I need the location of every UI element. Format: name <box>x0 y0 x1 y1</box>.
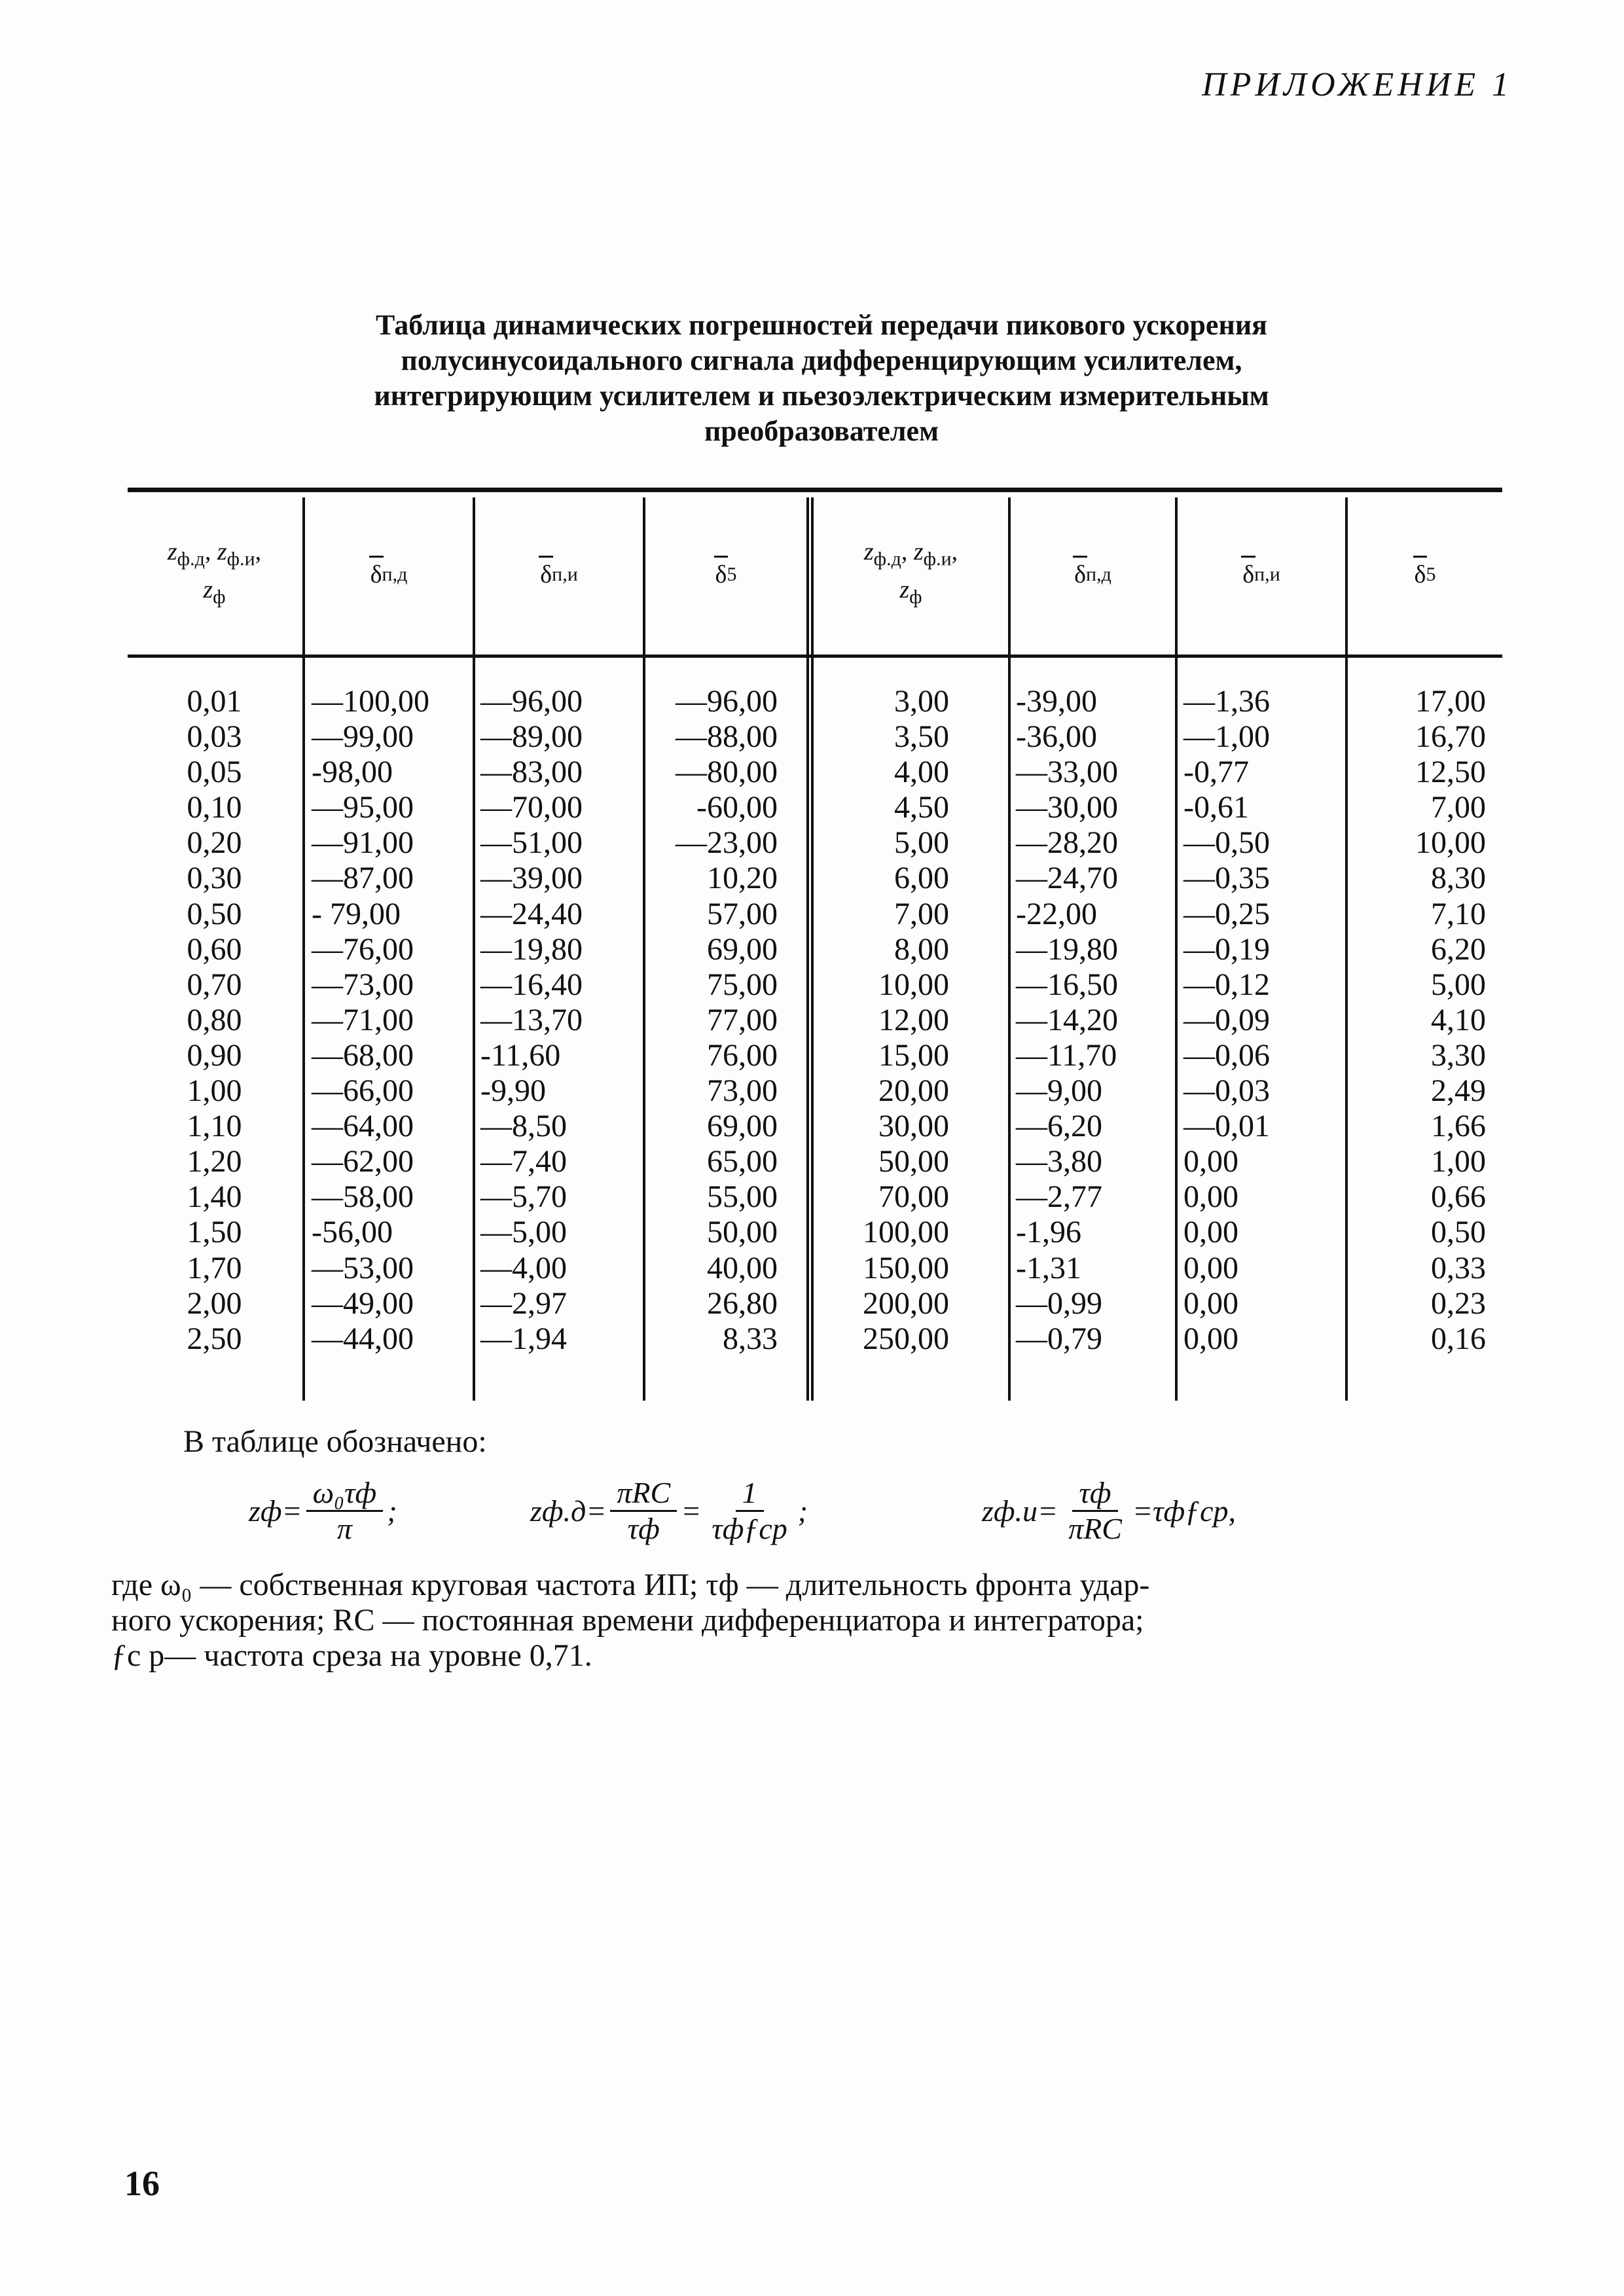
table-cell: —88,00 <box>676 719 778 755</box>
table-cell: —53,00 <box>312 1250 414 1285</box>
legend-note <box>111 1568 1506 1674</box>
table-cell: —58,00 <box>312 1179 414 1215</box>
table-top-rule <box>128 488 1502 492</box>
table-cell: 1,20 <box>187 1144 242 1179</box>
table-cell: 20,00 <box>878 1073 949 1109</box>
table-cell: 0,01 <box>187 684 242 719</box>
table-cell: —76,00 <box>312 931 414 967</box>
header-delta-5-right: δ 5 <box>1348 497 1502 651</box>
table-cell: —100,00 <box>312 684 429 719</box>
table-cell: 76,00 <box>707 1037 778 1073</box>
note-line: где ω₀ — собственная круговая частота ИП; τф — длительность фронта удар- <box>111 1568 1150 1602</box>
table-cell: —5,70 <box>480 1179 567 1215</box>
table-cell: 1,10 <box>187 1109 242 1144</box>
table-cell: —71,00 <box>312 1002 414 1037</box>
table-cell: 15,00 <box>878 1037 949 1073</box>
title-line: полусинусоидального сигнала дифференцирующим усилителем, <box>401 344 1242 376</box>
table-cell: 0,05 <box>187 755 242 790</box>
table-cell: -11,60 <box>480 1037 561 1073</box>
table-cell: -22,00 <box>1016 896 1097 931</box>
table-cell: 1,70 <box>187 1250 242 1285</box>
table-cell: —4,00 <box>480 1250 567 1285</box>
table-cell: 50,00 <box>878 1144 949 1179</box>
column-delta-pi-left <box>480 684 641 1357</box>
table-cell: —7,40 <box>480 1144 567 1179</box>
table-cell: 4,00 <box>894 755 949 790</box>
table-cell: 2,49 <box>1431 1073 1486 1109</box>
title-line: преобразователем <box>704 415 939 447</box>
table-cell: 0,80 <box>187 1002 242 1037</box>
column-delta-pd-right <box>1016 684 1173 1357</box>
table-cell: —1,36 <box>1183 684 1270 719</box>
table-cell: 8,30 <box>1431 861 1486 896</box>
table-cell: —0,35 <box>1183 861 1270 896</box>
title-line: интегрирующим усилителем и пьезоэлектрическим измерительным <box>374 380 1269 412</box>
table-cell: —64,00 <box>312 1109 414 1144</box>
table-cell: 250,00 <box>863 1321 949 1356</box>
table-cell: —73,00 <box>312 967 414 1002</box>
table-cell: —16,50 <box>1016 967 1118 1002</box>
center-double-divider <box>806 497 814 1401</box>
table-cell: —62,00 <box>312 1144 414 1179</box>
table-cell: 26,80 <box>707 1285 778 1321</box>
table-cell: 73,00 <box>707 1073 778 1109</box>
table-cell: -1,96 <box>1016 1215 1081 1250</box>
table-title <box>216 308 1427 449</box>
table-cell: -60,00 <box>696 790 778 825</box>
table-cell: 55,00 <box>707 1179 778 1215</box>
table-cell: 69,00 <box>707 931 778 967</box>
table-cell: 100,00 <box>863 1215 949 1250</box>
table-cell: 57,00 <box>707 896 778 931</box>
column-z-right <box>818 684 949 1357</box>
table-cell: 0,10 <box>187 790 242 825</box>
table-cell: —0,50 <box>1183 825 1270 861</box>
table-cell: —28,20 <box>1016 825 1118 861</box>
table-cell: -1,31 <box>1016 1250 1081 1285</box>
table-cell: 0,30 <box>187 861 242 896</box>
table-cell: 4,50 <box>894 790 949 825</box>
table-cell: —24,40 <box>480 896 583 931</box>
table-cell: —0,12 <box>1183 967 1270 1002</box>
header-z-left: $z_{ф.д}$, $z_{ф.и}$, $z_ф$ <box>167 537 262 608</box>
formula-z-fi: zф.и= $\frac{\tau ф}{\text{πRC}}$ =τфƒср, <box>982 1476 1236 1545</box>
table-cell: 0,16 <box>1431 1321 1486 1356</box>
table-cell: 7,10 <box>1431 896 1486 931</box>
table-cell: —0,01 <box>1183 1109 1270 1144</box>
column-delta-5-left <box>648 684 778 1357</box>
table-cell: —23,00 <box>676 825 778 861</box>
table-cell: —70,00 <box>480 790 583 825</box>
table-cell: 0,00 <box>1183 1144 1238 1179</box>
table-cell: 17,00 <box>1415 684 1486 719</box>
table-cell: 0,03 <box>187 719 242 755</box>
table-cell: —49,00 <box>312 1285 414 1321</box>
table-cell: —83,00 <box>480 755 583 790</box>
table-cell: 77,00 <box>707 1002 778 1037</box>
table-cell: 30,00 <box>878 1109 949 1144</box>
table-cell: -56,00 <box>312 1215 393 1250</box>
table-cell: 6,20 <box>1431 931 1486 967</box>
table-cell: 75,00 <box>707 967 778 1002</box>
page-number: 16 <box>124 2164 160 2203</box>
table-cell: —0,99 <box>1016 1285 1102 1321</box>
column-delta-5-right <box>1348 684 1486 1357</box>
table-cell: —30,00 <box>1016 790 1118 825</box>
appendix-label: ПРИЛОЖЕНИЕ 1 <box>1202 66 1513 103</box>
table-cell: —95,00 <box>312 790 414 825</box>
table-cell: 0,00 <box>1183 1215 1238 1250</box>
table-cell: —33,00 <box>1016 755 1118 790</box>
header-delta-pd-right: δ п,д <box>1011 497 1175 651</box>
table-cell: 7,00 <box>1431 790 1486 825</box>
table-cell: 50,00 <box>707 1215 778 1250</box>
table-cell: 8,00 <box>894 931 949 967</box>
table-cell: 69,00 <box>707 1109 778 1144</box>
column-delta-pd-left <box>312 684 473 1357</box>
table-cell: —0,79 <box>1016 1321 1102 1356</box>
table-cell: 2,00 <box>187 1285 242 1321</box>
table-cell: —99,00 <box>312 719 414 755</box>
table-cell: —91,00 <box>312 825 414 861</box>
table-cell: 0,60 <box>187 931 242 967</box>
table-cell: 0,66 <box>1431 1179 1486 1215</box>
table-cell: 6,00 <box>894 861 949 896</box>
note-line: ного ускорения; RC — постоянная времени дифференциатора и интегратора; <box>111 1603 1144 1638</box>
header-delta-pi-right: δ п,и <box>1178 497 1345 651</box>
table-cell: —24,70 <box>1016 861 1118 896</box>
table-cell: 0,90 <box>187 1037 242 1073</box>
table-cell: - 79,00 <box>312 896 401 931</box>
table-cell: 3,50 <box>894 719 949 755</box>
table-cell: —3,80 <box>1016 1144 1102 1179</box>
table-cell: 40,00 <box>707 1250 778 1285</box>
column-z-left <box>128 684 301 1357</box>
table-cell: 3,30 <box>1431 1037 1486 1073</box>
table-cell: —19,80 <box>480 931 583 967</box>
table-cell: 7,00 <box>894 896 949 931</box>
table-cell: 10,00 <box>878 967 949 1002</box>
table-cell: —96,00 <box>480 684 583 719</box>
table-cell: 0,00 <box>1183 1321 1238 1356</box>
table-cell: 16,70 <box>1415 719 1486 755</box>
table-cell: 4,10 <box>1431 1002 1486 1037</box>
table-cell: —11,70 <box>1016 1037 1117 1073</box>
table-cell: —0,03 <box>1183 1073 1270 1109</box>
table-cell: 1,50 <box>187 1215 242 1250</box>
table-cell: 12,50 <box>1415 755 1486 790</box>
table-cell: —44,00 <box>312 1321 414 1356</box>
table-cell: —19,80 <box>1016 931 1118 967</box>
header-z-right: $z_{ф.д}$, $z_{ф.и}$, $z_ф$ <box>863 537 958 608</box>
table-cell: —6,20 <box>1016 1109 1102 1144</box>
note-line: ƒс р— частота среза на уровне 0,71. <box>111 1638 592 1673</box>
table-cell: —2,97 <box>480 1285 567 1321</box>
table-cell: —96,00 <box>676 684 778 719</box>
table-cell: 10,20 <box>707 861 778 896</box>
table-cell: —8,50 <box>480 1109 567 1144</box>
table-cell: —39,00 <box>480 861 583 896</box>
table-cell: —0,19 <box>1183 931 1270 967</box>
table-cell: 5,00 <box>1431 967 1486 1002</box>
table-cell: -0,77 <box>1183 755 1249 790</box>
table-cell: 0,50 <box>1431 1215 1486 1250</box>
table-cell: —51,00 <box>480 825 583 861</box>
table-cell: 3,00 <box>894 684 949 719</box>
table-cell: 65,00 <box>707 1144 778 1179</box>
table-cell: -9,90 <box>480 1073 546 1109</box>
table-cell: —13,70 <box>480 1002 583 1037</box>
column-delta-pi-right <box>1183 684 1343 1357</box>
table-cell: 2,50 <box>187 1321 242 1356</box>
table-cell: 0,70 <box>187 967 242 1002</box>
table-cell: 1,00 <box>1431 1144 1486 1179</box>
header-delta-pd-left: δ п,д <box>305 497 473 651</box>
table-cell: 200,00 <box>863 1285 949 1321</box>
table-cell: —5,00 <box>480 1215 567 1250</box>
table-cell: 0,00 <box>1183 1179 1238 1215</box>
table-cell: -39,00 <box>1016 684 1097 719</box>
table-cell: 12,00 <box>878 1002 949 1037</box>
table-cell: —9,00 <box>1016 1073 1102 1109</box>
table-cell: 0,23 <box>1431 1285 1486 1321</box>
table-header-rule <box>128 655 1502 658</box>
formula-z-fd: zф.д= $\frac{\text{πRC}}{\tau ф}$ = $\frac{1}{\text{τфƒср}}$ ; <box>530 1476 808 1545</box>
table-cell: 10,00 <box>1415 825 1486 861</box>
table-cell: -98,00 <box>312 755 393 790</box>
table-cell: —0,09 <box>1183 1002 1270 1037</box>
formula-z-f: zф= $\frac{\text{ω₀τф}}{\pi}$ ; <box>249 1476 397 1545</box>
table-cell: —80,00 <box>676 755 778 790</box>
table-cell: —87,00 <box>312 861 414 896</box>
header-delta-5-left: δ 5 <box>645 497 806 651</box>
table-cell: —14,20 <box>1016 1002 1118 1037</box>
table-cell: 0,00 <box>1183 1250 1238 1285</box>
table-cell: 1,00 <box>187 1073 242 1109</box>
table-cell: -0,61 <box>1183 790 1249 825</box>
table-cell: 0,20 <box>187 825 242 861</box>
table-cell: —16,40 <box>480 967 583 1002</box>
table-cell: —0,25 <box>1183 896 1270 931</box>
table-cell: 0,50 <box>187 896 242 931</box>
table-cell: —66,00 <box>312 1073 414 1109</box>
table-cell: —2,77 <box>1016 1179 1102 1215</box>
table-cell: 5,00 <box>894 825 949 861</box>
table-cell: —0,06 <box>1183 1037 1270 1073</box>
table-cell: 1,66 <box>1431 1109 1486 1144</box>
table-cell: 0,00 <box>1183 1285 1238 1321</box>
table-cell: 1,40 <box>187 1179 242 1215</box>
table-cell: —68,00 <box>312 1037 414 1073</box>
legend-title: В таблице обозначено: <box>183 1424 487 1459</box>
table-cell: —1,94 <box>480 1321 567 1356</box>
header-delta-pi-left: δ п,и <box>475 497 643 651</box>
table-cell: —1,00 <box>1183 719 1270 755</box>
formulas-block <box>249 1476 1492 1554</box>
table-cell: 8,33 <box>723 1321 778 1356</box>
title-line: Таблица динамических погрешностей передачи пикового ускорения <box>376 309 1267 341</box>
table-cell: 150,00 <box>863 1250 949 1285</box>
table-cell: 0,33 <box>1431 1250 1486 1285</box>
table-cell: -36,00 <box>1016 719 1097 755</box>
table-cell: —89,00 <box>480 719 583 755</box>
table-cell: 70,00 <box>878 1179 949 1215</box>
